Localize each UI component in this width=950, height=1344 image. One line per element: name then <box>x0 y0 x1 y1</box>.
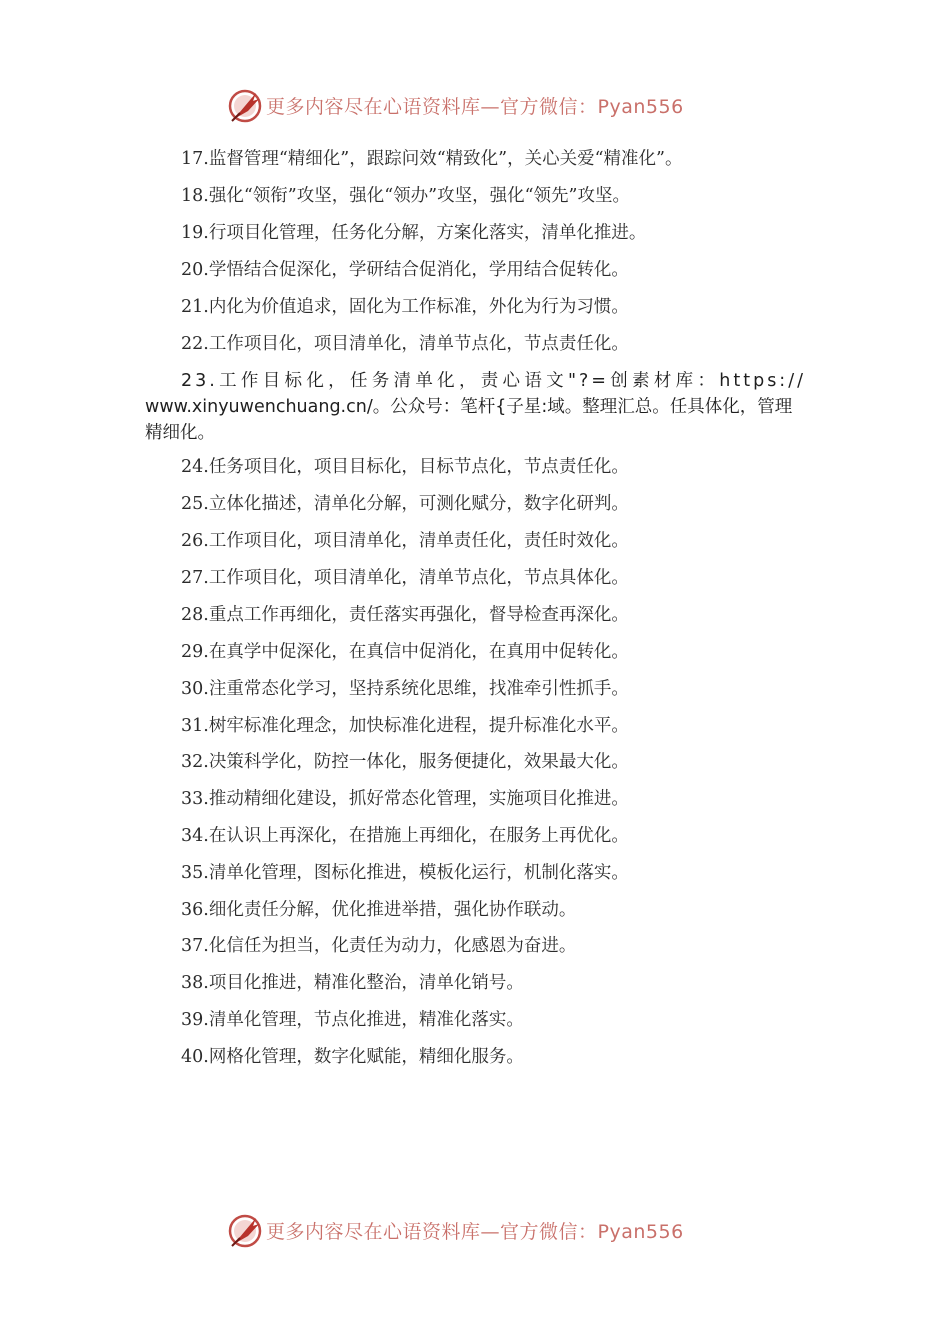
list-item: 19.行项目化管理，任务化分解，方案化落实，清单化推进。 <box>181 223 647 243</box>
list-item: 35.清单化管理，图标化推进，模板化运行，机制化落实。 <box>181 863 629 883</box>
banner-wechat: Pyan556 <box>597 96 684 118</box>
list-item: 25.立体化描述，清单化分解，可测化赋分，数字化研判。 <box>181 494 629 514</box>
list-item: 20.学悟结合促深化，学研结合促消化，学用结合促转化。 <box>181 260 629 280</box>
list-item: 39.清单化管理，节点化推进，精准化落实。 <box>181 1010 524 1030</box>
list-item: 30.注重常态化学习，坚持系统化思维，找准牵引性抓手。 <box>181 679 629 699</box>
list-item: 27.工作项目化，项目清单化，清单节点化，节点具体化。 <box>181 568 629 588</box>
paragraph-line: www.xinyuwenchuang.cn/。公众号：笔杆{子星:域。整理汇总。任具体化，管理 <box>145 397 793 417</box>
paragraph-line: 23.工作目标化，任务清单化，责心语文"?=创素材库：https:// <box>181 371 806 391</box>
list-item: 38.项目化推进，精准化整治，清单化销号。 <box>181 973 524 993</box>
banner-text: 更多内容尽在心语资料库—官方微信：Pyan556 <box>266 1221 684 1243</box>
list-item: 40.网格化管理，数字化赋能，精细化服务。 <box>181 1047 524 1067</box>
list-item: 26.工作项目化，项目清单化，清单责任化，责任时效化。 <box>181 531 629 551</box>
list-item: 33.推动精细化建设，抓好常态化管理，实施项目化推进。 <box>181 789 629 809</box>
list-item: 37.化信任为担当，化责任为动力，化感恩为奋进。 <box>181 936 577 956</box>
list-item: 24.任务项目化，项目目标化，目标节点化，节点责任化。 <box>181 457 629 477</box>
banner-wechat: Pyan556 <box>597 1221 684 1243</box>
list-item: 34.在认识上再深化，在措施上再细化，在服务上再优化。 <box>181 826 629 846</box>
list-item: 17.监督管理“精细化”，跟踪问效“精致化”，关心关爱“精准化”。 <box>181 149 683 169</box>
list-item: 28.重点工作再细化，责任落实再强化，督导检查再深化。 <box>181 605 629 625</box>
list-item: 31.树牢标准化理念，加快标准化进程，提升标准化水平。 <box>181 716 629 736</box>
list-item: 22.工作项目化，项目清单化，清单节点化，节点责任化。 <box>181 334 629 354</box>
list-item: 32.决策科学化，防控一体化，服务便捷化，效果最大化。 <box>181 752 629 772</box>
feather-logo-icon <box>226 1212 264 1250</box>
footer-banner <box>0 1210 950 1254</box>
paragraph-23 <box>145 368 806 446</box>
list-item: 21.内化为价值追求，固化为工作标准，外化为行为习惯。 <box>181 297 629 317</box>
paragraph-line: 精细化。 <box>145 423 215 443</box>
banner-text: 更多内容尽在心语资料库—官方微信：Pyan556 <box>266 96 684 118</box>
list-item: 36.细化责任分解，优化推进举措，强化协作联动。 <box>181 900 577 920</box>
list-item: 29.在真学中促深化，在真信中促消化，在真用中促转化。 <box>181 642 629 662</box>
list-item: 18.强化“领衔”攻坚，强化“领办”攻坚，强化“领先”攻坚。 <box>181 186 631 206</box>
